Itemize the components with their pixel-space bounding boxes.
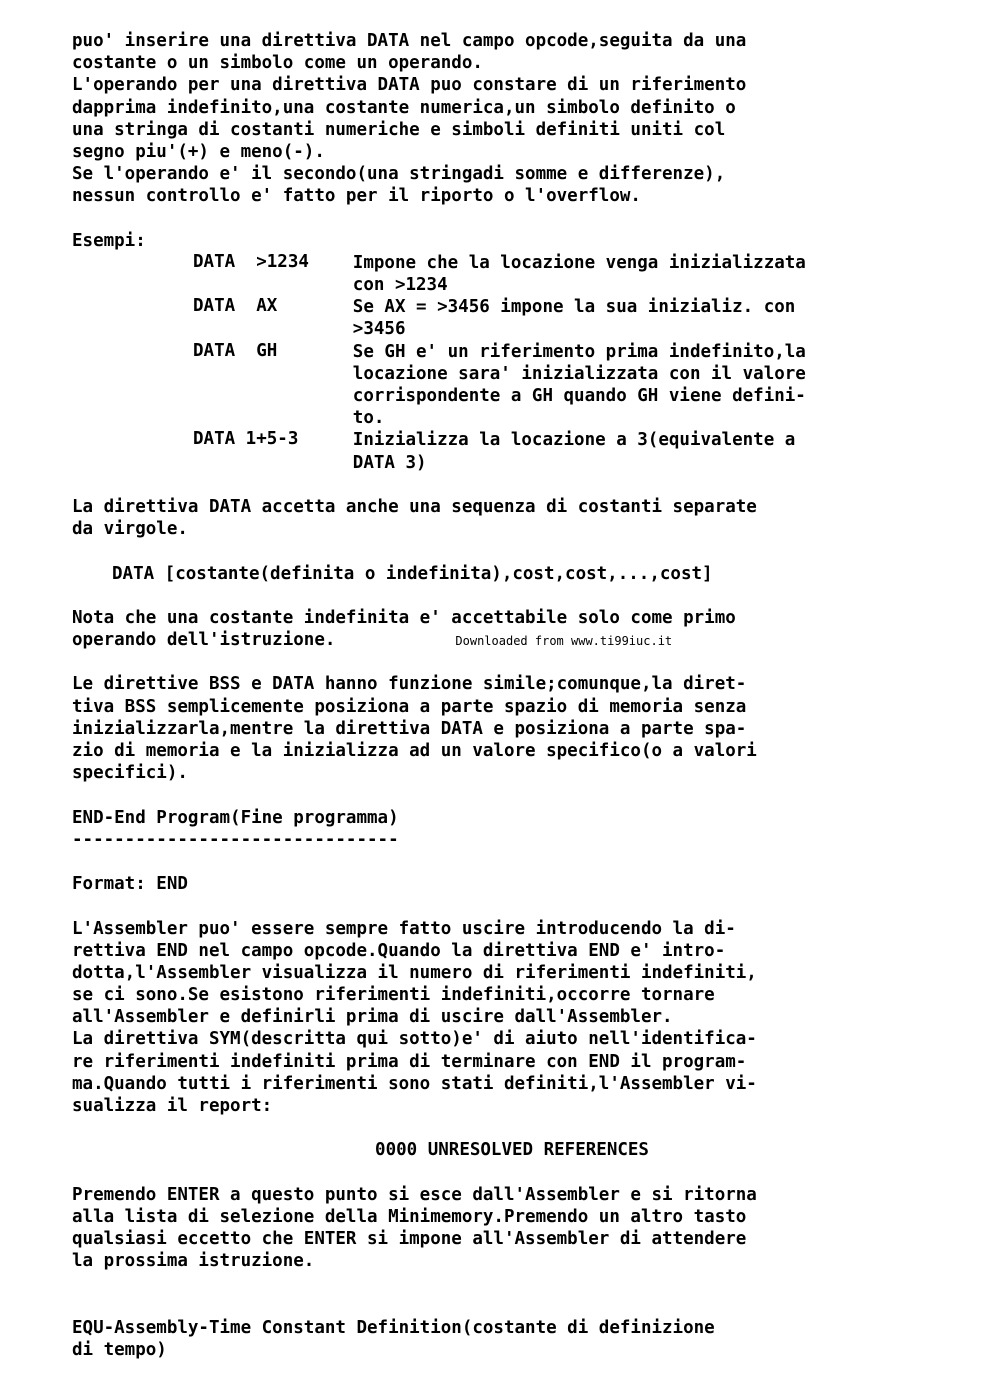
example-desc-line: Se GH e' un riferimento prima indefinito,la	[352, 341, 806, 362]
text-line: una stringa di costanti numeriche e simboli definiti uniti col	[72, 119, 726, 140]
example-desc-line: to.	[352, 408, 385, 429]
text-line: tiva BSS semplicemente posiziona a parte spazio di memoria senza	[72, 696, 747, 717]
text-line: ma.Quando tutti i riferimenti sono stati definiti,l'Assembler vi-	[72, 1073, 757, 1094]
document-page	[72, 30, 952, 1361]
text-line: la prossima istruzione.	[72, 1251, 315, 1272]
text-line: re riferimenti indefiniti prima di terminare con END il program-	[72, 1051, 747, 1072]
example-item	[72, 252, 952, 296]
text-line: La direttiva SYM(descritta qui sotto)e' di aiuto nell'identifica-	[72, 1029, 757, 1050]
example-command: DATA >1234	[193, 251, 309, 272]
text-line: all'Assembler e definirli prima di uscire dall'Assembler.	[72, 1007, 673, 1028]
example-desc-line: >3456	[352, 319, 406, 340]
text-line: Nota che una costante indefinita e' accettabile solo come primo	[72, 607, 736, 628]
example-command: DATA 1+5-3	[193, 429, 299, 450]
paragraph-data-operand	[72, 30, 952, 208]
example-description	[353, 252, 952, 296]
text-line: EQU-Assembly-Time Constant Definition(costante di definizione	[72, 1317, 715, 1338]
paragraph-sequence	[72, 496, 952, 540]
paragraph-enter	[72, 1184, 952, 1273]
example-desc-line: Inizializza la locazione a 3(equivalente a	[352, 430, 796, 451]
syntax-line: DATA [costante(definita o indefinita),cost,cost,...,cost]	[112, 563, 713, 584]
text-line: L'operando per una direttiva DATA puo constare di un riferimento	[72, 75, 747, 96]
text-line: alla lista di selezione della Minimemory.Premendo un altro tasto	[72, 1206, 747, 1227]
heading-underline: -------------------------------	[72, 829, 399, 850]
example-description	[353, 341, 952, 430]
examples-heading: Esempi:	[72, 230, 146, 251]
paragraph-bss-data	[72, 673, 952, 784]
example-item	[72, 341, 952, 430]
example-desc-line: Impone che la locazione venga inizializzata	[352, 252, 806, 273]
text-line: sualizza il report:	[72, 1096, 273, 1116]
example-desc-line: con >1234	[352, 275, 448, 296]
text-line: Premendo ENTER a questo punto si esce dall'Assembler e si ritorna	[72, 1184, 757, 1205]
text-line: inizializzarla,mentre la direttiva DATA e posiziona a parte spa-	[72, 718, 747, 739]
text-line: qualsiasi eccetto che ENTER si impone all'Assembler di attendere	[72, 1229, 747, 1250]
example-command: DATA AX	[193, 296, 278, 317]
paragraph-end	[72, 918, 952, 1118]
text-line: se ci sono.Se esistono riferimenti indefiniti,occorre tornare	[72, 985, 715, 1006]
text-line: dotta,l'Assembler visualizza il numero di riferimenti indefiniti,	[72, 962, 757, 983]
text-line	[72, 629, 952, 651]
section-heading-end: END-End Program(Fine programma)	[72, 807, 399, 828]
example-item	[72, 296, 952, 340]
text-span: operando dell'istruzione.	[72, 630, 336, 651]
format-line: Format: END	[72, 874, 188, 895]
download-note: Downloaded from www.ti99iuc.it	[455, 634, 673, 649]
text-line: Le direttive BSS e DATA hanno funzione simile;comunque,la diret-	[72, 674, 747, 695]
example-desc-line: DATA 3)	[352, 452, 427, 473]
example-description	[353, 429, 952, 473]
section-heading-equ	[72, 1317, 952, 1361]
paragraph-note	[72, 607, 952, 651]
text-line: nessun controllo e' fatto per il riporto o l'overflow.	[72, 186, 641, 207]
text-line: di tempo)	[72, 1340, 167, 1361]
text-line: dapprima indefinito,una costante numerica,un simbolo definito o	[72, 97, 736, 118]
text-line: zio di memoria e la inizializza ad un valore specifico(o a valori	[72, 741, 757, 761]
text-line: L'Assembler puo' essere sempre fatto uscire introducendo la di-	[72, 918, 736, 939]
text-line: puo' inserire una direttiva DATA nel campo opcode,seguita da una	[72, 31, 747, 51]
example-item	[72, 429, 952, 473]
example-command: DATA GH	[193, 340, 278, 361]
text-line: La direttiva DATA accetta anche una sequenza di costanti separate	[72, 496, 757, 517]
example-desc-line: Se AX = >3456 impone la sua inizializ. con	[352, 297, 796, 318]
report-line: 0000 UNRESOLVED REFERENCES	[375, 1140, 649, 1161]
text-line: costante o un simbolo come un operando.	[72, 53, 483, 74]
text-line: segno piu'(+) e meno(-).	[72, 141, 325, 162]
text-line: rettiva END nel campo opcode.Quando la direttiva END e' intro-	[72, 940, 726, 961]
example-desc-line: locazione sara' inizializzata con il valore	[352, 363, 806, 384]
text-line: specifici).	[72, 763, 188, 784]
text-line: da virgole.	[72, 519, 188, 540]
example-desc-line: corrispondente a GH quando GH viene defini-	[352, 386, 806, 406]
examples-list	[72, 252, 952, 474]
example-description	[353, 296, 952, 340]
text-line: Se l'operando e' il secondo(una stringadi somme e differenze),	[72, 164, 726, 185]
